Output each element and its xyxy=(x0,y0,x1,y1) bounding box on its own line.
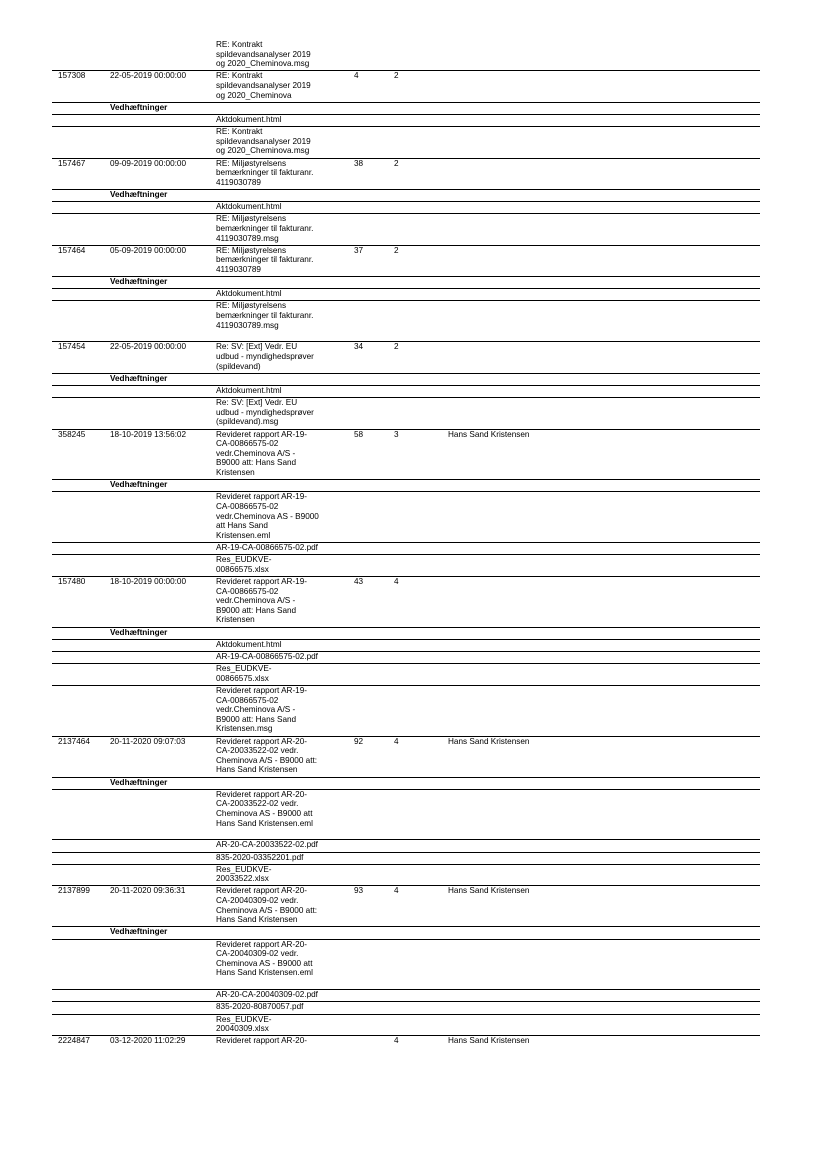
document-table xyxy=(52,40,760,1048)
record-title: Re: SV: [Ext] Vedr. EU udbud - myndighedsprøver (spildevand) xyxy=(216,342,314,371)
record-date: 09-09-2019 00:00:00 xyxy=(110,158,187,168)
attachment-row xyxy=(52,840,760,852)
attachments-header-row xyxy=(52,927,760,939)
attachment-filename: Aktdokument.html xyxy=(216,202,282,212)
attachment-filename: AR-19-CA-00866575-02.pdf xyxy=(216,651,318,661)
record-doc-number: 4 xyxy=(354,71,359,81)
attachment-filename: Aktdokument.html xyxy=(216,289,282,299)
record-count: 4 xyxy=(394,736,399,746)
record-title: Revideret rapport AR-19- CA-00866575-02 vedr.Cheminova A/S - B9000 att: Hans Sand Kristensen xyxy=(216,429,308,477)
attachment-filename: AR-20-CA-20040309-02.pdf xyxy=(216,990,318,1000)
record-row xyxy=(52,430,760,481)
record-date: 18-10-2019 13:56:02 xyxy=(110,429,187,439)
attachment-filename: Revideret rapport AR-20- CA-20033522-02 vedr. Cheminova AS - B9000 att Hans Sand Kristensen.eml xyxy=(216,789,313,828)
record-id: 157467 xyxy=(58,158,86,168)
record-row xyxy=(52,577,760,628)
attachment-filename: 835-2020-80870057.pdf xyxy=(216,1002,304,1012)
attachment-filename: Res_EUDKVE- 20040309.xlsx xyxy=(216,1014,272,1034)
record-row xyxy=(52,1036,760,1047)
record-doc-number: 34 xyxy=(354,342,364,352)
attachment-row xyxy=(52,40,760,71)
attachments-header-row xyxy=(52,277,760,289)
attachment-filename: Res_EUDKVE- 00866575.xlsx xyxy=(216,664,272,683)
attachment-row xyxy=(52,202,760,214)
attachment-filename: RE: Miljøstyrelsens bemærkninger til fakturanr. 4119030789.msg xyxy=(216,214,314,243)
attachment-row xyxy=(52,214,760,245)
record-count: 4 xyxy=(394,886,399,896)
attachment-row xyxy=(52,115,760,127)
attachment-filename: Aktdokument.html xyxy=(216,639,282,649)
record-id: 157308 xyxy=(58,71,86,81)
record-date: 20-11-2020 09:07:03 xyxy=(110,736,186,746)
attachment-filename: Revideret rapport AR-19- CA-00866575-02 vedr.Cheminova A/S - B9000 att: Hans Sand Kristensen.msg xyxy=(216,685,308,734)
record-count: 4 xyxy=(394,576,399,586)
attachments-label: Vedhæftninger xyxy=(110,480,168,490)
record-count: 2 xyxy=(394,71,399,81)
record-id: 2224847 xyxy=(58,1036,90,1046)
attachment-filename: AR-20-CA-20033522-02.pdf xyxy=(216,840,318,850)
attachment-row xyxy=(52,398,760,429)
record-row xyxy=(52,737,760,778)
attachment-filename: Res_EUDKVE- 00866575.xlsx xyxy=(216,555,272,574)
record-count: 3 xyxy=(394,429,399,439)
attachment-row xyxy=(52,940,760,991)
attachments-label: Vedhæftninger xyxy=(110,927,168,937)
record-doc-number: 93 xyxy=(354,886,364,896)
record-title: RE: Miljøstyrelsens bemærkninger til fakturanr. 4119030789 xyxy=(216,245,314,274)
record-doc-number: 43 xyxy=(354,576,364,586)
record-person: Hans Sand Kristensen xyxy=(448,429,530,439)
record-doc-number: 58 xyxy=(354,429,364,439)
record-date: 20-11-2020 09:36:31 xyxy=(110,886,186,896)
record-title: RE: Kontrakt spildevandsanalyser 2019 og 2020_Cheminova xyxy=(216,71,311,100)
record-id: 2137899 xyxy=(58,886,90,896)
attachment-row xyxy=(52,555,760,577)
record-doc-number: 37 xyxy=(354,245,364,255)
attachment-row xyxy=(52,1015,760,1037)
record-date: 18-10-2019 00:00:00 xyxy=(110,576,187,586)
attachment-row xyxy=(52,990,760,1002)
record-title: Revideret rapport AR-20- CA-20033522-02 vedr. Cheminova A/S - B9000 att: Hans Sand Kristensen xyxy=(216,736,318,775)
attachment-row xyxy=(52,652,760,664)
attachment-filename: RE: Kontrakt spildevandsanalyser 2019 og 2020_Cheminova.msg xyxy=(216,127,311,156)
attachment-filename: AR-19-CA-00866575-02.pdf xyxy=(216,543,318,552)
attachments-header-row xyxy=(52,103,760,115)
record-row xyxy=(52,342,760,373)
attachment-filename: Re: SV: [Ext] Vedr. EU udbud - myndighedsprøver (spildevand).msg xyxy=(216,398,314,427)
attachments-header-row xyxy=(52,374,760,386)
record-count: 2 xyxy=(394,245,399,255)
attachment-row xyxy=(52,492,760,543)
attachment-filename: Aktdokument.html xyxy=(216,386,282,396)
record-count: 2 xyxy=(394,158,399,168)
attachment-filename: Revideret rapport AR-19- CA-00866575-02 vedr.Cheminova AS - B9000 att Hans Sand Kristensen.eml xyxy=(216,492,319,540)
attachments-header-row xyxy=(52,190,760,202)
attachment-row xyxy=(52,664,760,686)
record-person: Hans Sand Kristensen xyxy=(448,1036,530,1046)
record-doc-number: 92 xyxy=(354,736,364,746)
record-person: Hans Sand Kristensen xyxy=(448,736,530,746)
attachment-filename: RE: Miljøstyrelsens bemærkninger til fakturanr. 4119030789.msg xyxy=(216,301,314,330)
record-title: Revideret rapport AR-20- CA-20040309-02 vedr. Cheminova A/S - B9000 att: Hans Sand Kristensen xyxy=(216,886,318,925)
record-row xyxy=(52,886,760,927)
record-count: 2 xyxy=(394,342,399,352)
attachments-label: Vedhæftninger xyxy=(110,189,168,199)
record-date: 05-09-2019 00:00:00 xyxy=(110,245,187,255)
record-person: Hans Sand Kristensen xyxy=(448,886,530,896)
attachment-filename: 835-2020-03352201.pdf xyxy=(216,852,304,862)
record-title: RE: Miljøstyrelsens bemærkninger til fakturanr. 4119030789 xyxy=(216,158,314,187)
record-id: 157464 xyxy=(58,245,86,255)
record-row xyxy=(52,71,760,102)
record-id: 358245 xyxy=(58,429,86,439)
attachment-row xyxy=(52,127,760,158)
attachments-header-row xyxy=(52,480,760,492)
attachments-header-row xyxy=(52,778,760,790)
attachment-filename: Revideret rapport AR-20- CA-20040309-02 vedr. Cheminova AS - B9000 att Hans Sand Kristensen.eml xyxy=(216,939,313,978)
attachment-row xyxy=(52,1002,760,1014)
record-id: 2137464 xyxy=(58,736,90,746)
attachment-row xyxy=(52,386,760,398)
attachments-header-row xyxy=(52,628,760,640)
attachment-row xyxy=(52,865,760,887)
attachment-row xyxy=(52,543,760,555)
record-id: 157480 xyxy=(58,576,86,586)
record-id: 157454 xyxy=(58,342,86,352)
attachment-row xyxy=(52,301,760,342)
record-date: 22-05-2019 00:00:00 xyxy=(110,342,187,352)
record-date: 22-05-2019 00:00:00 xyxy=(110,71,187,81)
record-count: 4 xyxy=(394,1036,399,1046)
attachments-label: Vedhæftninger xyxy=(110,627,168,637)
attachments-label: Vedhæftninger xyxy=(110,102,168,112)
record-date: 03-12-2020 11:02:29 xyxy=(110,1036,186,1046)
attachment-filename: Aktdokument.html xyxy=(216,114,282,124)
record-doc-number: 38 xyxy=(354,158,364,168)
attachment-row xyxy=(52,790,760,841)
attachment-filename: Res_EUDKVE- 20033522.xlsx xyxy=(216,864,272,884)
attachments-label: Vedhæftninger xyxy=(110,373,168,383)
record-title: Revideret rapport AR-20- xyxy=(216,1036,308,1046)
attachment-row xyxy=(52,289,760,301)
record-row xyxy=(52,159,760,190)
attachments-label: Vedhæftninger xyxy=(110,777,168,787)
attachment-row xyxy=(52,640,760,652)
attachment-filename: RE: Kontrakt spildevandsanalyser 2019 og 2020_Cheminova.msg xyxy=(216,40,311,69)
attachments-label: Vedhæftninger xyxy=(110,277,168,287)
attachment-row xyxy=(52,686,760,737)
record-title: Revideret rapport AR-19- CA-00866575-02 vedr.Cheminova A/S - B9000 att: Hans Sand Kristensen xyxy=(216,576,308,625)
record-row xyxy=(52,246,760,277)
attachment-row xyxy=(52,853,760,865)
